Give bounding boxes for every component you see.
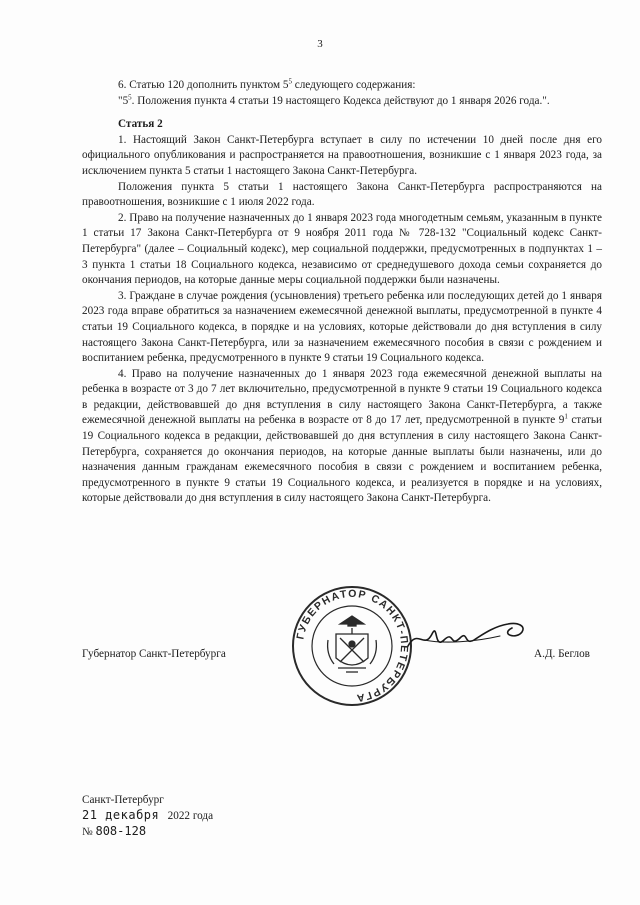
- number-stamp: 808-128: [95, 824, 147, 838]
- article1-item6-quote: "$5^5$. Положения пункта 4 статьи 19 настоящего Кодекса действуют до 1 января 2026 года.".: [118, 92, 550, 107]
- signing-date: [82, 808, 213, 822]
- article2-heading: Статья 2: [118, 118, 163, 131]
- governor-title: Губернатор Санкт-Петербурга: [82, 648, 226, 660]
- seal-text: ГУБЕРНАТОР САНКТ-ПЕТЕРБУРГА: [294, 587, 411, 705]
- page-number: 3: [317, 38, 323, 50]
- handwritten-signature: [404, 610, 534, 660]
- law-number: [82, 824, 146, 838]
- document-body: [82, 78, 602, 507]
- date-year: 2022 года: [167, 810, 214, 822]
- article2-paragraph-2: 2. Право на получение назначенных до 1 января 2023 года многодетным семьям, указанным в пункте 1 статьи 17 Закона Санкт-Петербурга от 9 ноября 2011 года № 728-132 "Социальный кодекс Санкт-Петербурга" (далее – Социальный кодекс), мер социальной поддержки, предусмотренных в подпунктах 1 – 3 пункта 1 статьи 18 Социального кодекса, независимо от среднедушевого дохода семьи сохраняется до окончания периодов, на которые данные меры социальной поддержки были назначены.: [82, 211, 602, 287]
- article2-paragraph-3: 3. Граждане в случае рождения (усыновления) третьего ребенка или последующих детей до 1 января 2023 года вправе обратиться за назначением ежемесячной денежной выплаты, предусмотренной в пункте 4 статьи 19 Социального кодекса, в порядке и на условиях, которые действовали до дня вступления в силу настоящего Закона Санкт-Петербурга, или за назначением ежемесячного пособия в связи с рождением и воспитанием ребенка, предусмотренного в пункте 9 статьи 19 Социального кодекса.: [82, 289, 602, 365]
- place-of-signing: Санкт-Петербург: [82, 794, 164, 806]
- governor-name: А.Д. Беглов: [534, 648, 590, 660]
- article2-paragraph-1b: Положения пункта 5 статьи 1 настоящего Закона Санкт-Петербурга распространяются на правоотношения, возникшие с 1 июля 2022 года.: [82, 180, 602, 209]
- official-seal: [290, 584, 414, 708]
- article2-paragraph-1: 1. Настоящий Закон Санкт-Петербурга вступает в силу по истечении 10 дней после дня его официального опубликования и распространяется на правоотношения, возникшие с 1 января 2023 года, за исключением пункта 5 статьи 1 настоящего Закона Санкт-Петербурга.: [82, 133, 602, 177]
- article2-paragraph-4: 4. Право на получение назначенных до 1 января 2023 года ежемесячной денежной выплаты на ребенка в возрасте от 3 до 7 лет включительно, предусмотренной в пункте 9 статьи 19 Социального кодекса в редакции, действовавшей до дня вступления в силу настоящего Закона Санкт-Петербурга, а также ежемесячной денежной выплаты на ребенка в возрасте от 8 до 17 лет, предусмотренной в пункте $9^1$ статьи 19 Социального кодекса в редакции, действовавшей до дня вступления в силу настоящего Закона Санкт-Петербурга, сохраняется до окончания периодов, на которые данные выплаты были назначены, или до назначения данным гражданам ежемесячного пособия в связи с рождением и воспитанием ребенка, предусмотренного в пункте 9 статьи 19 Социального кодекса, и реализуется в порядке и на условиях, которые действовали до дня вступления в силу настоящего Закона Санкт-Петербурга.: [82, 367, 602, 505]
- coat-of-arms-icon: [328, 616, 377, 672]
- article1-item6-intro: 6. Статью 120 дополнить пунктом $5^5$ следующего содержания:: [118, 77, 416, 91]
- number-prefix: №: [82, 826, 93, 838]
- date-stamp: 21 декабря: [82, 808, 160, 822]
